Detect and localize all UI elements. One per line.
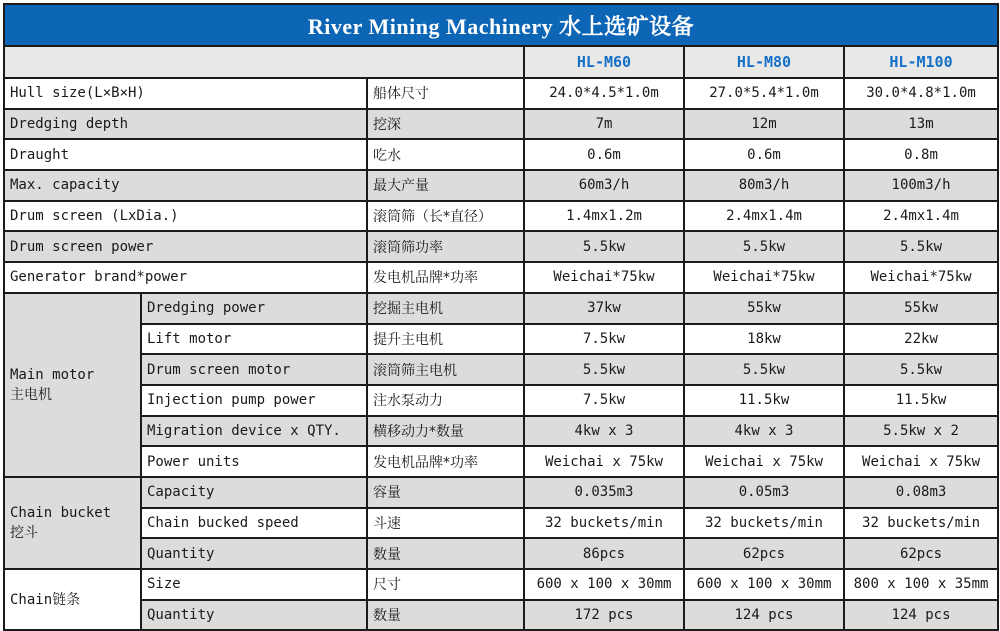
spec-value-hl-m60: 4kw x 3 bbox=[524, 416, 684, 447]
spec-value-hl-m60: 24.0*4.5*1.0m bbox=[524, 78, 684, 109]
spec-row bbox=[4, 231, 998, 262]
spec-value-hl-m100: 62pcs bbox=[844, 538, 998, 569]
spec-value-hl-m80: 62pcs bbox=[684, 538, 844, 569]
row-label-zh: 吃水 bbox=[367, 139, 524, 170]
spec-value-hl-m80: 5.5kw bbox=[684, 354, 844, 385]
row-label-en: Size bbox=[141, 569, 367, 600]
spec-value-hl-m100: 0.8m bbox=[844, 139, 998, 170]
row-label-zh: 容量 bbox=[367, 477, 524, 508]
model-header-hl-m100: HL-M100 bbox=[844, 46, 998, 78]
spec-value-hl-m60: 7.5kw bbox=[524, 385, 684, 416]
row-label-zh: 数量 bbox=[367, 538, 524, 569]
spec-value-hl-m100: 11.5kw bbox=[844, 385, 998, 416]
spec-row bbox=[4, 508, 998, 539]
spec-value-hl-m80: 55kw bbox=[684, 293, 844, 324]
spec-value-hl-m60: 600 x 100 x 30mm bbox=[524, 569, 684, 600]
spec-value-hl-m100: 5.5kw bbox=[844, 231, 998, 262]
spec-value-hl-m80: Weichai x 75kw bbox=[684, 446, 844, 477]
model-header-row bbox=[4, 46, 998, 78]
spec-value-hl-m80: 2.4mx1.4m bbox=[684, 201, 844, 232]
spec-value-hl-m100: 124 pcs bbox=[844, 600, 998, 631]
row-label-en: Migration device x QTY. bbox=[141, 416, 367, 447]
row-label-zh: 挖深 bbox=[367, 109, 524, 140]
row-label-en: Quantity bbox=[141, 600, 367, 631]
model-header-hl-m60: HL-M60 bbox=[524, 46, 684, 78]
row-label-en: Dredging depth bbox=[4, 109, 367, 140]
row-label-en: Quantity bbox=[141, 538, 367, 569]
spec-value-hl-m100: 30.0*4.8*1.0m bbox=[844, 78, 998, 109]
spec-row bbox=[4, 446, 998, 477]
group-label-main-motor: Main motor 主电机 bbox=[4, 293, 141, 477]
spec-value-hl-m100: 5.5kw x 2 bbox=[844, 416, 998, 447]
spec-table-body bbox=[4, 4, 998, 630]
row-label-en: Max. capacity bbox=[4, 170, 367, 201]
row-label-en: Power units bbox=[141, 446, 367, 477]
row-label-zh: 提升主电机 bbox=[367, 324, 524, 355]
spec-value-hl-m60: 0.6m bbox=[524, 139, 684, 170]
row-label-zh: 滚筒筛（长*直径） bbox=[367, 201, 524, 232]
spec-value-hl-m100: 5.5kw bbox=[844, 354, 998, 385]
spec-value-hl-m80: 0.6m bbox=[684, 139, 844, 170]
spec-row bbox=[4, 109, 998, 140]
spec-value-hl-m60: 5.5kw bbox=[524, 354, 684, 385]
row-label-en: Capacity bbox=[141, 477, 367, 508]
spec-value-hl-m60: 60m3/h bbox=[524, 170, 684, 201]
spec-value-hl-m100: 32 buckets/min bbox=[844, 508, 998, 539]
spec-row bbox=[4, 354, 998, 385]
spec-value-hl-m60: 7.5kw bbox=[524, 324, 684, 355]
row-label-en: Chain bucked speed bbox=[141, 508, 367, 539]
row-label-en: Hull size(L×B×H) bbox=[4, 78, 367, 109]
spec-value-hl-m100: 22kw bbox=[844, 324, 998, 355]
spec-row bbox=[4, 262, 998, 293]
title-row bbox=[4, 4, 998, 46]
spec-value-hl-m60: 37kw bbox=[524, 293, 684, 324]
spec-value-hl-m80: 11.5kw bbox=[684, 385, 844, 416]
spec-row bbox=[4, 170, 998, 201]
row-label-zh: 斗速 bbox=[367, 508, 524, 539]
spec-value-hl-m80: 27.0*5.4*1.0m bbox=[684, 78, 844, 109]
spec-row bbox=[4, 416, 998, 447]
row-label-zh: 滚筒筛主电机 bbox=[367, 354, 524, 385]
row-label-en: Draught bbox=[4, 139, 367, 170]
spec-value-hl-m100: 55kw bbox=[844, 293, 998, 324]
spec-value-hl-m80: 0.05m3 bbox=[684, 477, 844, 508]
spec-row bbox=[4, 78, 998, 109]
spec-value-hl-m80: 32 buckets/min bbox=[684, 508, 844, 539]
row-label-en: Drum screen motor bbox=[141, 354, 367, 385]
row-label-zh: 发电机品牌*功率 bbox=[367, 446, 524, 477]
row-label-zh: 注水泵动力 bbox=[367, 385, 524, 416]
group-label-chain-bucket: Chain bucket 挖斗 bbox=[4, 477, 141, 569]
row-label-en: Drum screen (LxDia.) bbox=[4, 201, 367, 232]
spec-row bbox=[4, 385, 998, 416]
row-label-zh: 船体尺寸 bbox=[367, 78, 524, 109]
spec-row bbox=[4, 600, 998, 631]
group-label-chain: Chain链条 bbox=[4, 569, 141, 630]
spec-value-hl-m60: 172 pcs bbox=[524, 600, 684, 631]
spec-value-hl-m80: 18kw bbox=[684, 324, 844, 355]
spec-value-hl-m80: 12m bbox=[684, 109, 844, 140]
row-label-en: Dredging power bbox=[141, 293, 367, 324]
spec-value-hl-m100: 0.08m3 bbox=[844, 477, 998, 508]
spec-value-hl-m80: 4kw x 3 bbox=[684, 416, 844, 447]
model-header-hl-m80: HL-M80 bbox=[684, 46, 844, 78]
row-label-zh: 尺寸 bbox=[367, 569, 524, 600]
row-label-en: Lift motor bbox=[141, 324, 367, 355]
row-label-zh: 数量 bbox=[367, 600, 524, 631]
spec-value-hl-m60: 7m bbox=[524, 109, 684, 140]
spec-value-hl-m100: 13m bbox=[844, 109, 998, 140]
spec-value-hl-m80: 600 x 100 x 30mm bbox=[684, 569, 844, 600]
spec-value-hl-m60: 0.035m3 bbox=[524, 477, 684, 508]
spec-table bbox=[3, 3, 999, 631]
spec-row bbox=[4, 538, 998, 569]
spec-value-hl-m100: 800 x 100 x 35mm bbox=[844, 569, 998, 600]
spec-value-hl-m60: 32 buckets/min bbox=[524, 508, 684, 539]
page-title: River Mining Machinery 水上选矿设备 bbox=[4, 4, 998, 46]
spec-row bbox=[4, 569, 998, 600]
spec-value-hl-m80: 124 pcs bbox=[684, 600, 844, 631]
row-label-zh: 最大产量 bbox=[367, 170, 524, 201]
spec-value-hl-m60: 5.5kw bbox=[524, 231, 684, 262]
spec-row bbox=[4, 201, 998, 232]
row-label-en: Injection pump power bbox=[141, 385, 367, 416]
spec-value-hl-m100: Weichai*75kw bbox=[844, 262, 998, 293]
row-label-en: Generator brand*power bbox=[4, 262, 367, 293]
spec-row bbox=[4, 293, 998, 324]
spec-value-hl-m60: 86pcs bbox=[524, 538, 684, 569]
spec-row bbox=[4, 477, 998, 508]
spec-value-hl-m60: 1.4mx1.2m bbox=[524, 201, 684, 232]
spec-value-hl-m80: 80m3/h bbox=[684, 170, 844, 201]
spec-value-hl-m80: Weichai*75kw bbox=[684, 262, 844, 293]
spec-value-hl-m60: Weichai*75kw bbox=[524, 262, 684, 293]
row-label-zh: 滚筒筛功率 bbox=[367, 231, 524, 262]
spec-value-hl-m80: 5.5kw bbox=[684, 231, 844, 262]
spec-value-hl-m60: Weichai x 75kw bbox=[524, 446, 684, 477]
row-label-zh: 横移动力*数量 bbox=[367, 416, 524, 447]
spec-value-hl-m100: Weichai x 75kw bbox=[844, 446, 998, 477]
spec-value-hl-m100: 2.4mx1.4m bbox=[844, 201, 998, 232]
spec-row bbox=[4, 139, 998, 170]
row-label-en: Drum screen power bbox=[4, 231, 367, 262]
spec-value-hl-m100: 100m3/h bbox=[844, 170, 998, 201]
row-label-zh: 挖掘主电机 bbox=[367, 293, 524, 324]
model-header-spacer bbox=[4, 46, 524, 78]
row-label-zh: 发电机品牌*功率 bbox=[367, 262, 524, 293]
spec-row bbox=[4, 324, 998, 355]
